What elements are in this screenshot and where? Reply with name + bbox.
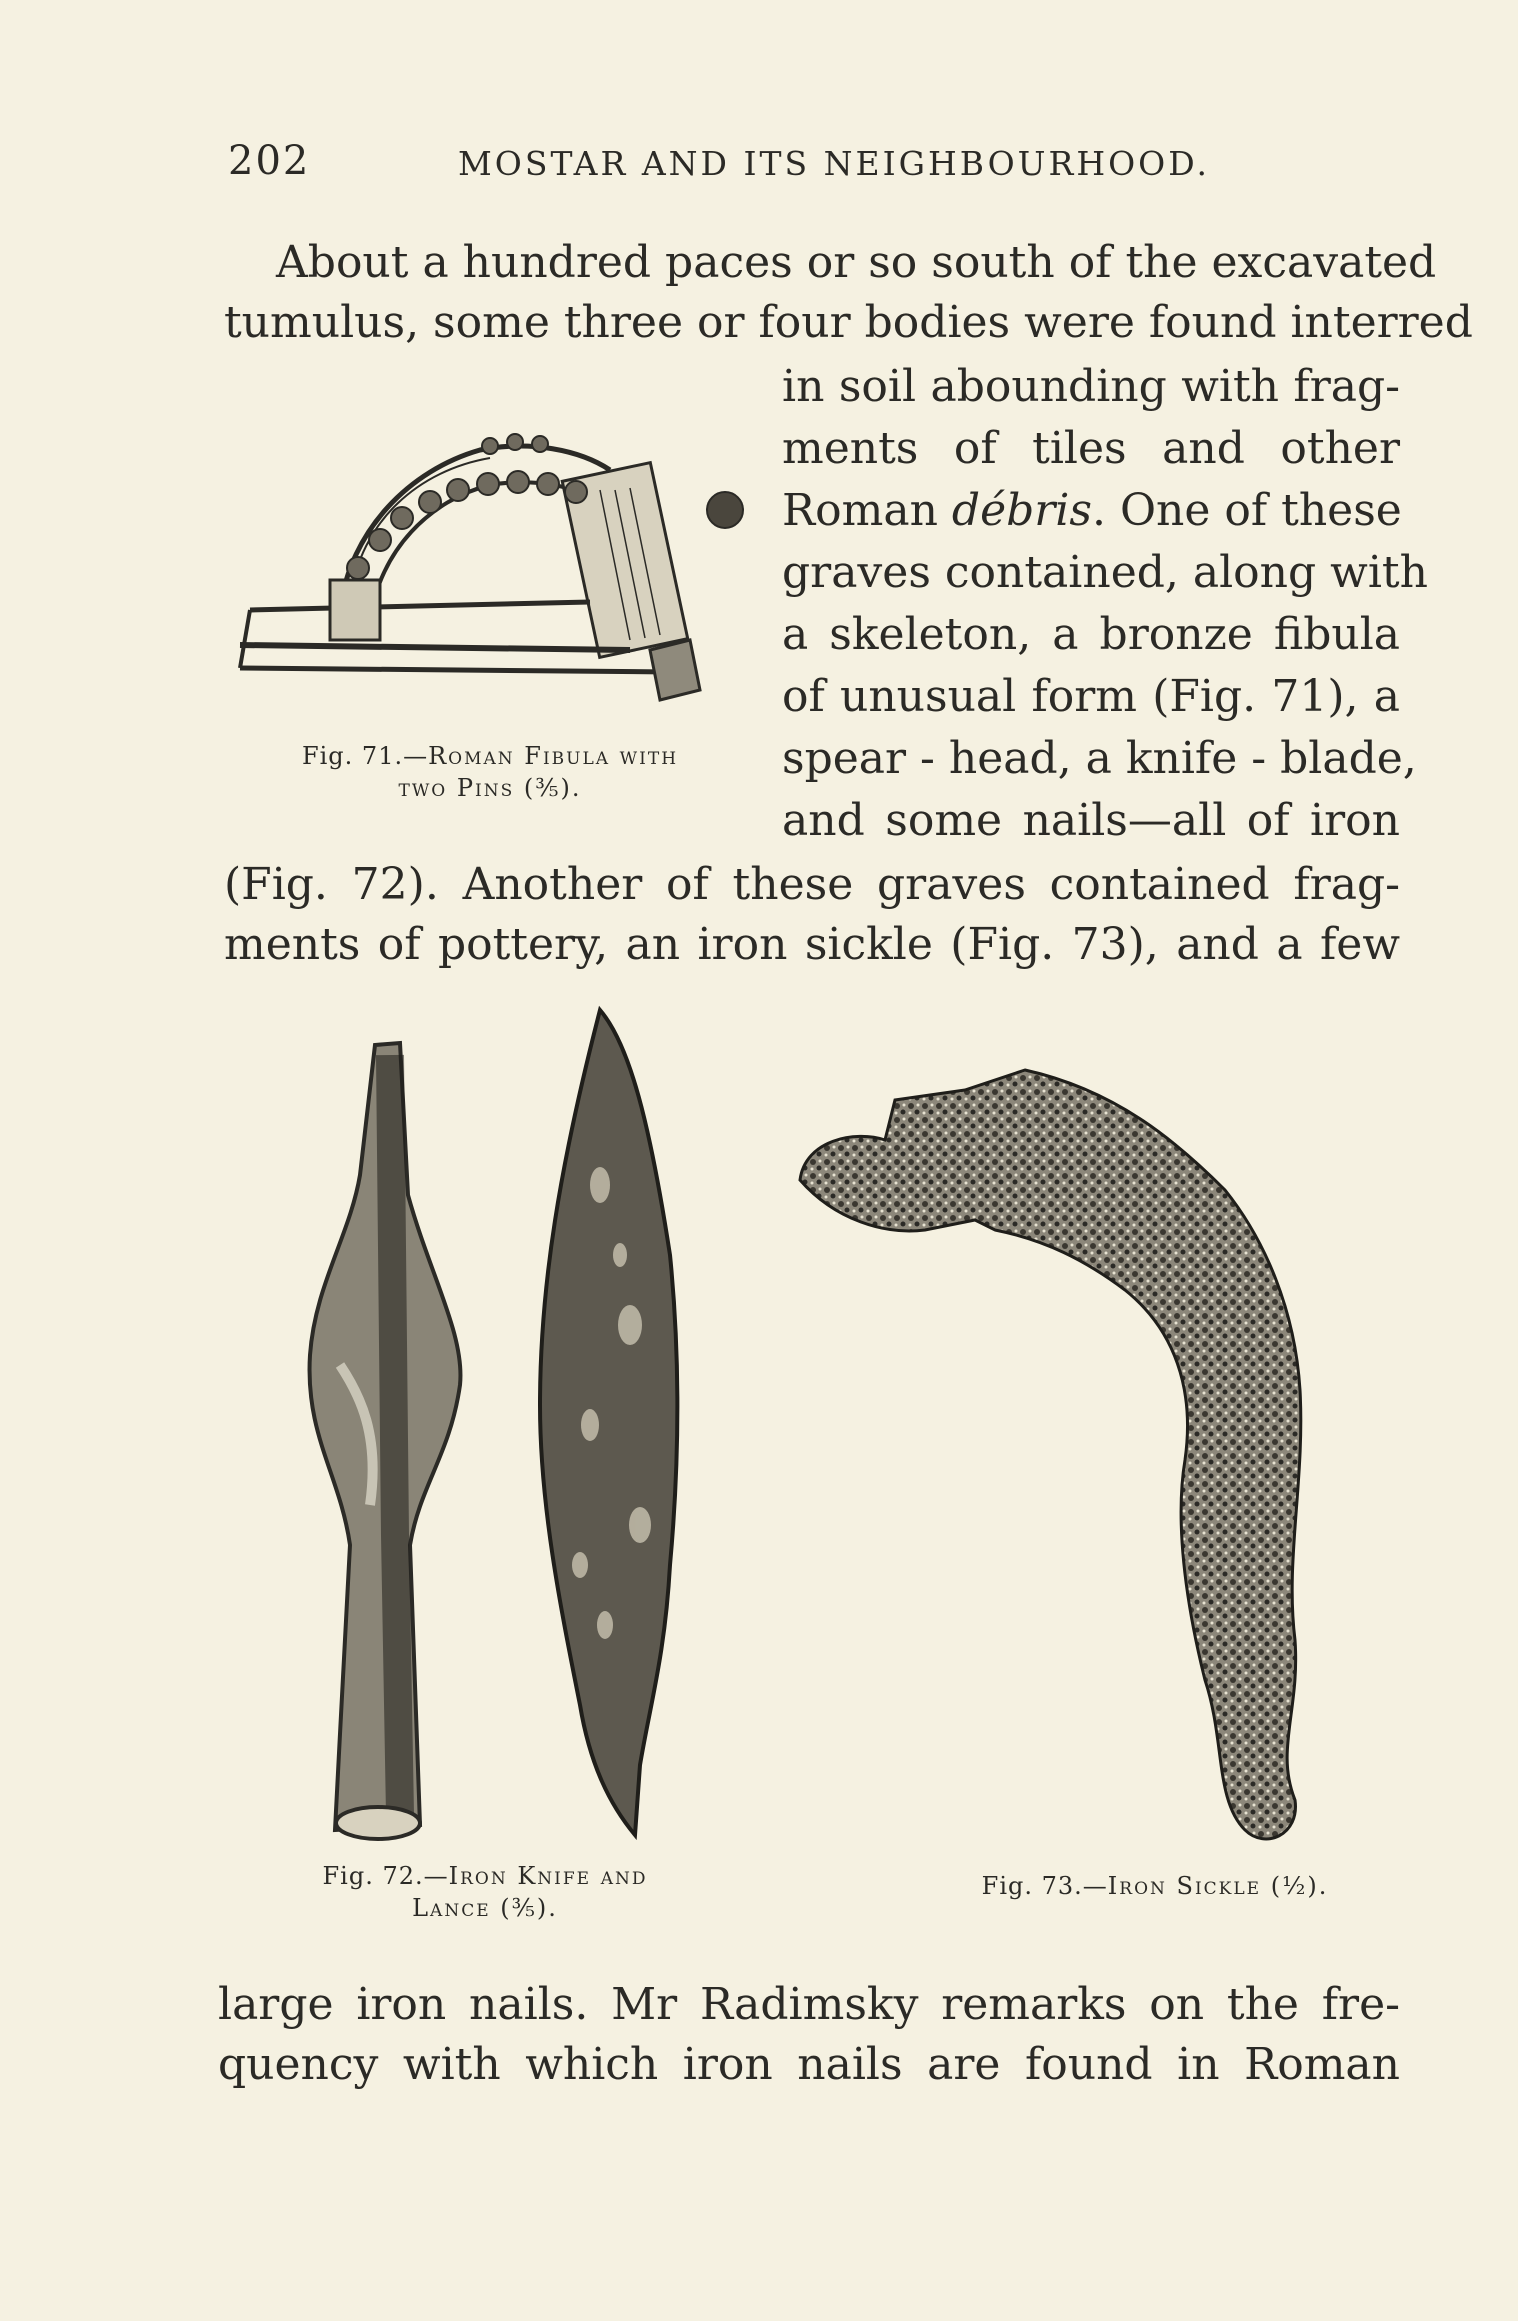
text-line-5 <box>782 484 1400 538</box>
fig73-number: Fig. 73.— <box>981 1872 1108 1900</box>
text-one-of-these: . One of these <box>1091 485 1402 536</box>
text-line-4: ments of tiles and other <box>782 423 1400 474</box>
page-number: 202 <box>228 138 311 184</box>
text-line-3: in soil abounding with frag- <box>782 361 1400 412</box>
text-line-11: (Fig. 72). Another of these graves contained frag- <box>224 859 1400 910</box>
lance-illustration <box>300 1035 480 1845</box>
fig72-caption <box>260 1860 710 1924</box>
sickle-illustration <box>795 1060 1335 1860</box>
text-roman: Roman <box>782 485 952 536</box>
text-line-6: graves contained, along with <box>782 547 1428 598</box>
fig71-number: Fig. 71.— <box>301 742 429 770</box>
fig71-caption <box>250 740 730 804</box>
text-line-13: large iron nails. Mr Radimsky remarks on the fre- <box>218 1979 1400 2030</box>
text-line-8: of unusual form (Fig. 71), a <box>782 671 1400 722</box>
text-line-10: and some nails—all of iron <box>782 795 1400 846</box>
fig72-number: Fig. 72.— <box>322 1862 449 1890</box>
fig72-title-line2: Lance (⅗). <box>412 1894 558 1922</box>
fibula-illustration <box>230 410 750 720</box>
fig73-title-line1: Iron Sickle (½). <box>1107 1872 1329 1900</box>
knife-illustration <box>520 1005 700 1845</box>
text-line-9: spear - head, a knife - blade, <box>782 733 1417 784</box>
text-line-1: About a hundred paces or so south of the excavated <box>276 237 1437 288</box>
text-line-7: a skeleton, a bronze fibula <box>782 609 1400 660</box>
running-title: MOSTAR AND ITS NEIGHBOURHOOD. <box>458 144 1210 183</box>
fig72-title-line1: Iron Knife and <box>448 1862 648 1890</box>
fig73-caption <box>930 1870 1380 1902</box>
text-debris: débris <box>951 485 1092 536</box>
fig71-title-line2: two Pins (⅗). <box>398 774 582 802</box>
fig71-title-line1: Roman Fibula with <box>428 742 679 770</box>
text-line-2: tumulus, some three or four bodies were found interred <box>224 297 1473 348</box>
text-line-12: ments of pottery, an iron sickle (Fig. 73), and a few <box>224 919 1400 970</box>
text-line-14: quency with which iron nails are found in Roman <box>218 2039 1400 2090</box>
